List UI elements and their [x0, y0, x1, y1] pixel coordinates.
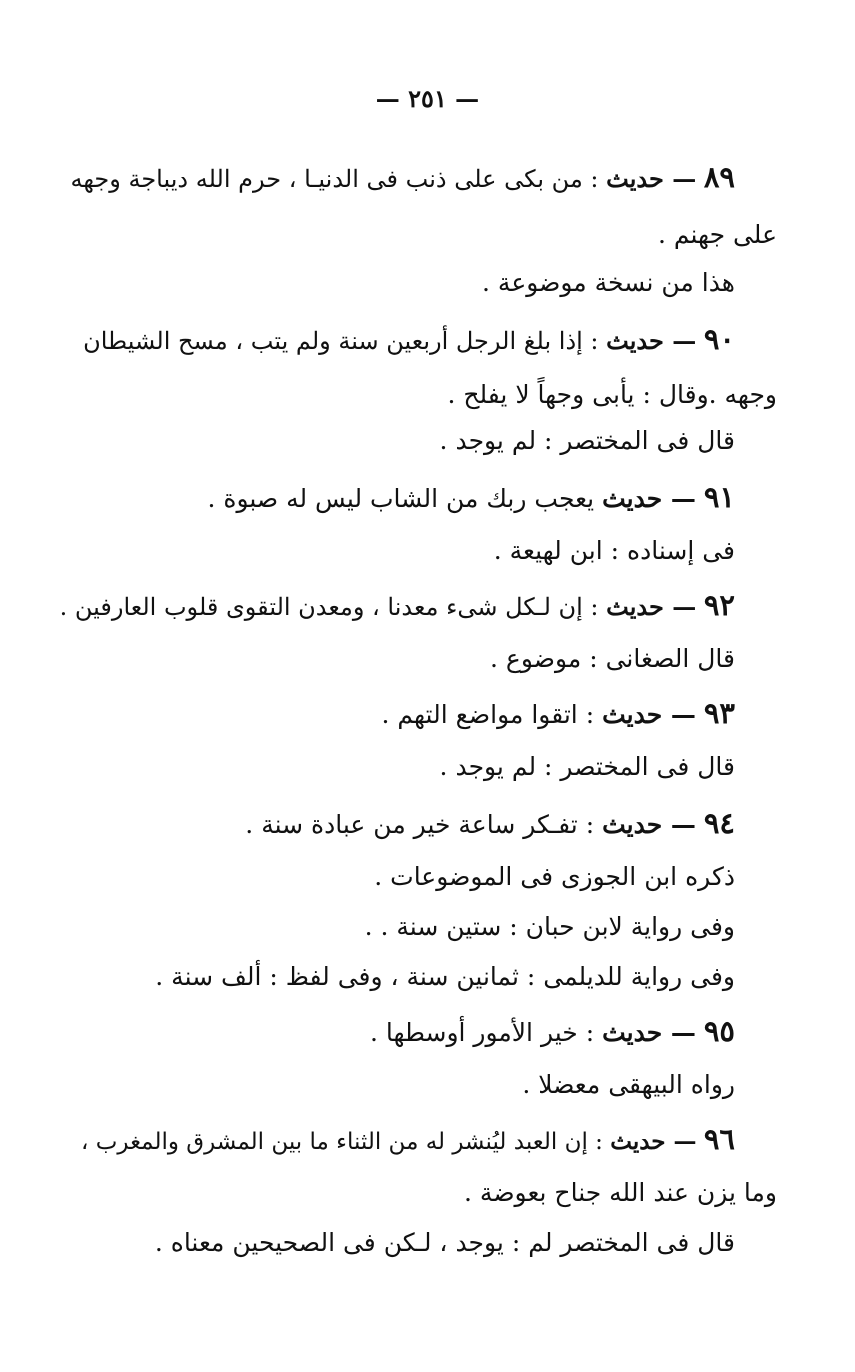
- hadith-label: حديث: [602, 810, 663, 839]
- entry-89-note: هذا من نسخة موضوعة .: [482, 268, 735, 297]
- dash: —: [662, 484, 696, 513]
- entry-89-line1: [70, 160, 735, 196]
- entry-text: يعجب ربك من الشاب ليس له صبوة .: [207, 484, 595, 513]
- entry-96-line2: وما يزن عند الله جناح بعوضة .: [464, 1178, 777, 1207]
- dash: —: [663, 164, 697, 193]
- dash: —: [663, 592, 697, 621]
- entry-95-line1: [370, 1014, 735, 1050]
- entry-90-line1: [83, 322, 735, 358]
- entry-90-line2: وجهه .وقال : يأبى وجهاً لا يفلح .: [447, 380, 777, 409]
- entry-number: ٩٢: [703, 588, 735, 622]
- entry-92-note: قال الصغانى : موضوع .: [490, 644, 735, 673]
- entry-94-line1: [245, 806, 735, 842]
- entry-93-line1: [382, 696, 736, 732]
- dash: —: [663, 326, 697, 355]
- entry-number: ٩٠: [703, 322, 735, 356]
- entry-text: : خير الأمور أوسطها .: [369, 1018, 595, 1047]
- entry-96-line1: [81, 1122, 735, 1159]
- entry-91-line1: [207, 480, 735, 516]
- dash: —: [662, 1018, 696, 1047]
- entry-93-note: قال فى المختصر : لم يوجد .: [439, 752, 735, 781]
- hadith-label: حديث: [602, 484, 663, 513]
- hadith-label: حديث: [610, 1128, 666, 1155]
- entry-94-note-3: وفى رواية للديلمى : ثمانين سنة ، وفى لفظ : ألف سنة .: [155, 962, 735, 991]
- hadith-label: حديث: [602, 700, 663, 729]
- hadith-label: حديث: [602, 1018, 663, 1047]
- page-number: — ٢٥١ —: [375, 84, 480, 113]
- entry-text: : إن لـكل شىء معدنا ، ومعدن التقوى قلوب العارفين .: [59, 593, 599, 621]
- hadith-label: حديث: [606, 326, 664, 355]
- entry-number: ٩٥: [703, 1014, 735, 1048]
- hadith-label: حديث: [606, 164, 664, 193]
- entry-text: : إذا بلغ الرجل أربعين سنة ولم يتب ، مسح الشيطان: [83, 327, 599, 355]
- entry-95-note: رواه البيهقى معضلا .: [522, 1070, 735, 1099]
- entry-number: ٩٣: [703, 696, 735, 730]
- entry-text: : اتقوا مواضع التهم .: [381, 700, 595, 729]
- dash: —: [665, 1128, 697, 1155]
- entry-92-line1: [60, 588, 735, 624]
- entry-number: ٨٩: [703, 160, 735, 194]
- entry-91-note: فى إسناده : ابن لهيعة .: [493, 536, 735, 565]
- hadith-label: حديث: [606, 592, 664, 621]
- entry-text: : تفـكر ساعة خير من عبادة سنة .: [245, 810, 595, 839]
- entry-90-note: قال فى المختصر : لم يوجد .: [439, 426, 735, 455]
- entry-94-note-2: وفى رواية لابن حبان : ستين سنة . .: [364, 912, 735, 941]
- entry-text: : إن العبد ليُنشر له من الثناء ما بين المشرق والمغرب ،: [81, 1129, 603, 1155]
- entry-96-note: قال فى المختصر لم : يوجد ، لـكن فى الصحيحين معناه .: [154, 1228, 735, 1257]
- dash: —: [662, 700, 696, 729]
- entry-number: ٩٦: [703, 1122, 735, 1156]
- dash: —: [662, 810, 696, 839]
- entry-94-note-1: ذكره ابن الجوزى فى الموضوعات .: [374, 862, 735, 891]
- entry-text: : من بكى على ذنب فى الدنيـا ، حرم الله ديباجة وجهه: [70, 165, 599, 193]
- entry-number: ٩١: [703, 480, 735, 514]
- entry-number: ٩٤: [703, 806, 735, 840]
- entry-89-line2: على جهنم .: [657, 220, 777, 249]
